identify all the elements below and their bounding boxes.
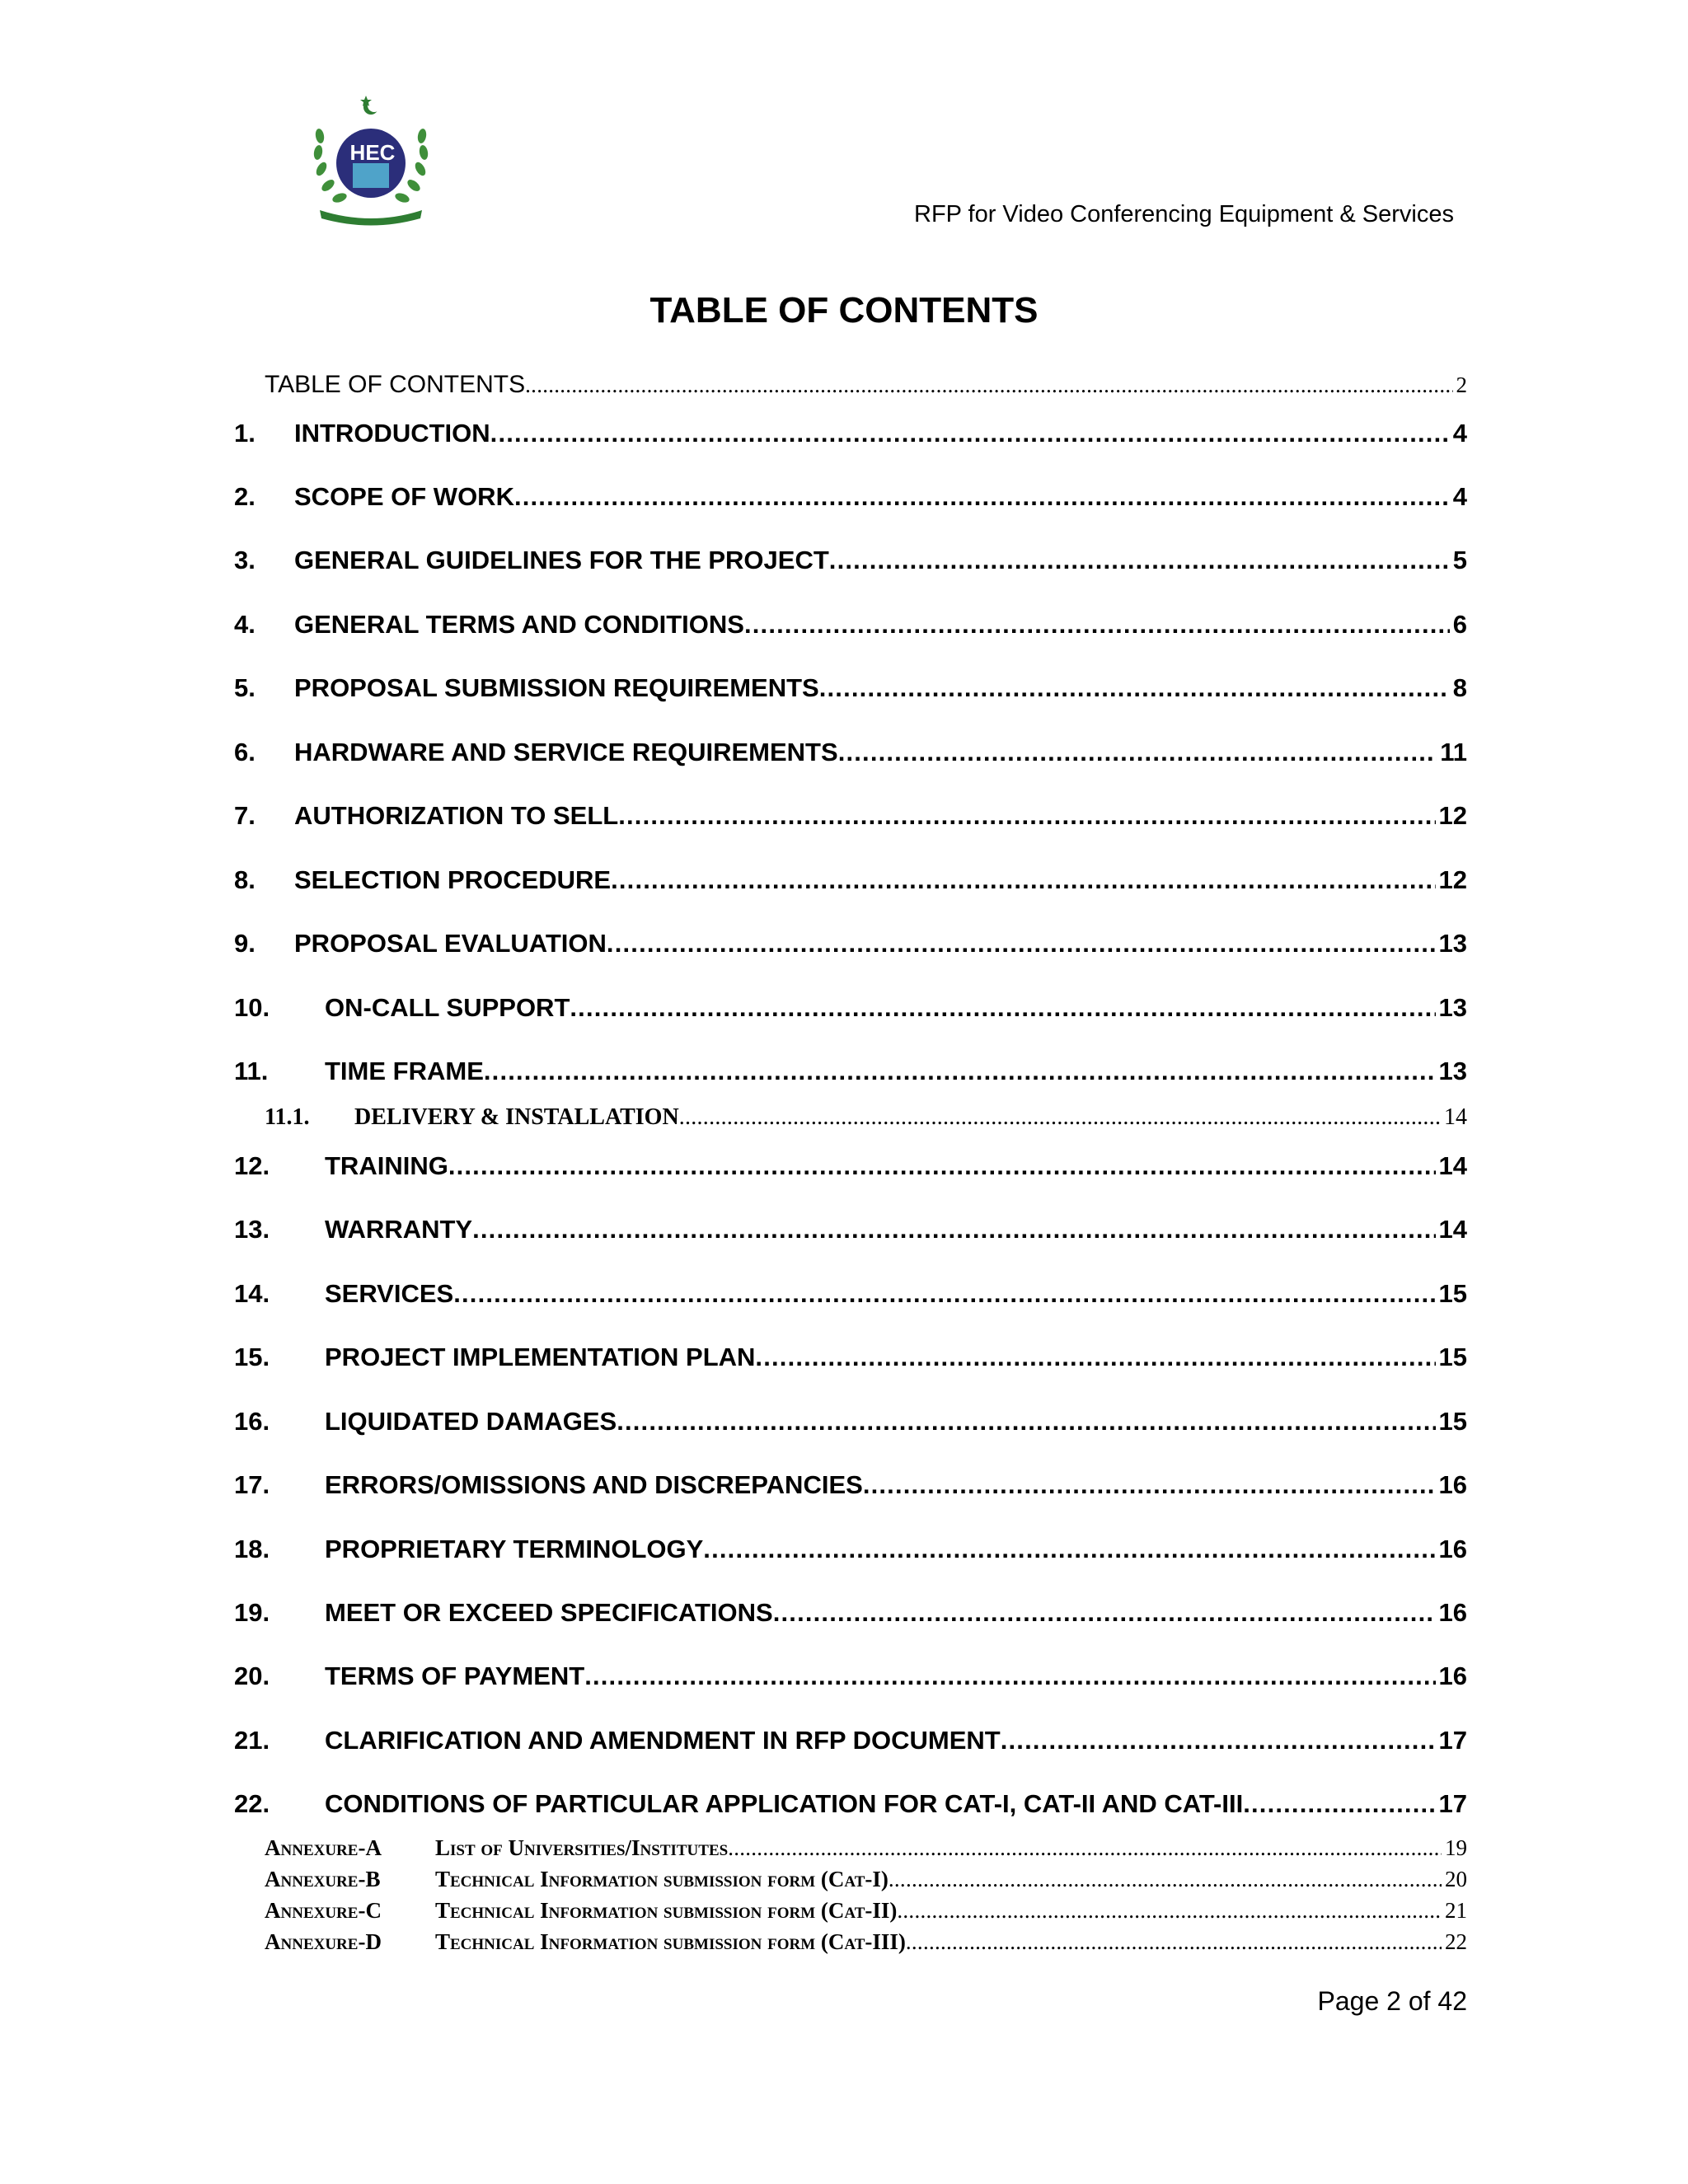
toc-entry-table-of-contents[interactable] bbox=[265, 371, 1467, 399]
toc-entry-14[interactable] bbox=[234, 1279, 1467, 1309]
toc-leader-dots bbox=[584, 1661, 1435, 1691]
annexure-page: 20 bbox=[1445, 1867, 1467, 1891]
toc-entry-9[interactable] bbox=[234, 929, 1467, 958]
toc-entry-17[interactable] bbox=[234, 1470, 1467, 1500]
toc-entry-label: CONDITIONS OF PARTICULAR APPLICATION FOR CAT-I, CAT-II AND CAT-III bbox=[325, 1789, 1244, 1818]
toc-entry-number: 3. bbox=[234, 546, 256, 574]
toc-entry-label: PROJECT IMPLEMENTATION PLAN bbox=[325, 1343, 756, 1371]
toc-entry-number: 9. bbox=[234, 929, 256, 958]
toc-entry-page: 17 bbox=[1438, 1789, 1467, 1818]
annexure-label: List of Universities/Institutes bbox=[435, 1835, 729, 1860]
toc-leader-dots bbox=[744, 610, 1450, 640]
toc-entry-number: 16. bbox=[234, 1407, 270, 1436]
toc-entry-number: 1. bbox=[234, 419, 256, 448]
toc-entry-page: 12 bbox=[1438, 865, 1467, 894]
toc-entry-label: ON-CALL SUPPORT bbox=[325, 993, 570, 1022]
toc-entry-number: 18. bbox=[234, 1535, 270, 1563]
toc-leader-dots bbox=[1243, 1789, 1435, 1819]
toc-entry-number: 6. bbox=[234, 738, 256, 766]
toc-leader-dots bbox=[453, 1279, 1435, 1309]
toc-entry-page: 4 bbox=[1452, 482, 1467, 511]
annexure-number: Annexure-B bbox=[265, 1867, 381, 1891]
toc-entry-page: 16 bbox=[1438, 1470, 1467, 1499]
toc-entry-page: 5 bbox=[1452, 546, 1467, 574]
toc-leader-dots bbox=[863, 1470, 1436, 1500]
toc-entry-label: PROPOSAL SUBMISSION REQUIREMENTS bbox=[294, 673, 819, 702]
toc-entry-page: 16 bbox=[1438, 1535, 1467, 1563]
toc-entry-label: TERMS OF PAYMENT bbox=[325, 1661, 585, 1690]
toc-leader-dots bbox=[607, 929, 1436, 958]
annexure-number: Annexure-A bbox=[265, 1835, 382, 1860]
toc-leader-dots bbox=[755, 1343, 1435, 1372]
toc-entry-label: ERRORS/OMISSIONS AND DISCREPANCIES bbox=[325, 1470, 863, 1499]
toc-entry-label: SCOPE OF WORK bbox=[294, 482, 514, 511]
toc-entry-number: 22. bbox=[234, 1789, 270, 1818]
toc-annexure-d[interactable] bbox=[265, 1929, 1467, 1955]
toc-entry-page: 13 bbox=[1438, 929, 1467, 958]
toc-entry-1[interactable] bbox=[234, 419, 1467, 448]
toc-leader-dots bbox=[728, 1835, 1442, 1861]
toc-entry-number: 4. bbox=[234, 610, 256, 639]
toc-leader-dots bbox=[611, 865, 1435, 895]
toc-entry-label: CLARIFICATION AND AMENDMENT IN RFP DOCUMENT bbox=[325, 1726, 1001, 1755]
toc-leader-dots bbox=[472, 1215, 1435, 1244]
toc-entry-2[interactable] bbox=[234, 482, 1467, 512]
toc-leader-dots bbox=[490, 419, 1450, 448]
toc-annexure-b[interactable] bbox=[265, 1867, 1467, 1892]
toc-leader-dots bbox=[838, 738, 1437, 767]
toc-entry-label: HARDWARE AND SERVICE REQUIREMENTS bbox=[294, 738, 838, 766]
annexure-page: 21 bbox=[1445, 1898, 1467, 1923]
document-header-title: RFP for Video Conferencing Equipment & Services bbox=[914, 201, 1454, 227]
toc-entry-number: 15. bbox=[234, 1343, 270, 1371]
toc-leader-dots bbox=[448, 1151, 1436, 1181]
toc-entry-number: 5. bbox=[234, 673, 256, 702]
toc-entry-number: 13. bbox=[234, 1215, 270, 1244]
toc-entry-label: GENERAL TERMS AND CONDITIONS bbox=[294, 610, 744, 639]
toc-entry-15[interactable] bbox=[234, 1343, 1467, 1372]
toc-entry-number: 11. bbox=[234, 1057, 269, 1085]
page-number: Page 2 of 42 bbox=[1317, 1986, 1467, 2016]
toc-entry-label: LIQUIDATED DAMAGES bbox=[325, 1407, 617, 1436]
hec-logo bbox=[305, 91, 437, 231]
annexure-page: 19 bbox=[1445, 1835, 1467, 1860]
toc-entry-4[interactable] bbox=[234, 610, 1467, 640]
toc-leader-dots bbox=[525, 373, 1452, 398]
toc-entry-label: WARRANTY bbox=[325, 1215, 473, 1244]
toc-entry-5[interactable] bbox=[234, 673, 1467, 703]
toc-entry-6[interactable] bbox=[234, 738, 1467, 767]
toc-entry-22[interactable] bbox=[234, 1789, 1467, 1819]
toc-leader-dots bbox=[703, 1535, 1435, 1564]
toc-entry-number: 7. bbox=[234, 801, 256, 830]
toc-entry-page: 11 bbox=[1440, 738, 1467, 766]
toc-entry-11-1[interactable] bbox=[265, 1104, 1467, 1131]
svg-text:HEC: HEC bbox=[349, 140, 396, 165]
toc-entry-label: DELIVERY & INSTALLATION bbox=[354, 1104, 679, 1130]
toc-leader-dots bbox=[829, 546, 1450, 575]
toc-leader-dots bbox=[889, 1867, 1442, 1892]
toc-entry-page: 2 bbox=[1456, 373, 1467, 397]
toc-entry-page: 14 bbox=[1444, 1104, 1467, 1130]
toc-entry-label: PROPOSAL EVALUATION bbox=[294, 929, 607, 958]
toc-entry-page: 6 bbox=[1452, 610, 1467, 639]
toc-entry-number: 20. bbox=[234, 1661, 270, 1690]
toc-entry-page: 13 bbox=[1438, 993, 1467, 1022]
toc-entry-page: 13 bbox=[1438, 1057, 1467, 1085]
toc-entry-label: PROPRIETARY TERMINOLOGY bbox=[325, 1535, 704, 1563]
toc-entry-12[interactable] bbox=[234, 1151, 1467, 1181]
toc-leader-dots bbox=[1001, 1726, 1436, 1755]
toc-entry-number: 19. bbox=[234, 1598, 270, 1627]
toc-leader-dots bbox=[679, 1104, 1441, 1131]
annexure-label: Technical Information submission form (Cat-I) bbox=[435, 1867, 889, 1891]
toc-entry-8[interactable] bbox=[234, 865, 1467, 895]
toc-entry-page: 8 bbox=[1452, 673, 1467, 702]
toc-entry-page: 12 bbox=[1438, 801, 1467, 830]
toc-leader-dots bbox=[897, 1898, 1442, 1924]
toc-entry-10[interactable] bbox=[234, 993, 1467, 1023]
toc-leader-dots bbox=[906, 1929, 1442, 1955]
toc-entry-label: TRAINING bbox=[325, 1151, 448, 1180]
toc-entry-7[interactable] bbox=[234, 801, 1467, 831]
toc-leader-dots bbox=[773, 1598, 1436, 1628]
annexure-label: Technical Information submission form (Cat-II) bbox=[435, 1898, 898, 1923]
toc-entry-3[interactable] bbox=[234, 546, 1467, 575]
toc-entry-page: 14 bbox=[1438, 1215, 1467, 1244]
toc-entry-20[interactable] bbox=[234, 1661, 1467, 1691]
toc-leader-dots bbox=[570, 993, 1435, 1023]
toc-leader-dots bbox=[819, 673, 1450, 703]
toc-entry-page: 15 bbox=[1438, 1279, 1467, 1308]
annexure-page: 22 bbox=[1445, 1929, 1467, 1954]
toc-entry-page: 4 bbox=[1452, 419, 1467, 448]
toc-entry-21[interactable] bbox=[234, 1726, 1467, 1755]
annexure-number: Annexure-C bbox=[265, 1898, 382, 1923]
toc-entry-page: 16 bbox=[1438, 1598, 1467, 1627]
toc-entry-number: 17. bbox=[234, 1470, 270, 1499]
toc-leader-dots bbox=[618, 801, 1435, 831]
page-title: TABLE OF CONTENTS bbox=[649, 290, 1039, 330]
toc-entry-number: 12. bbox=[234, 1151, 270, 1180]
toc-leader-dots bbox=[514, 482, 1450, 512]
toc-entry-label: MEET OR EXCEED SPECIFICATIONS bbox=[325, 1598, 773, 1627]
toc-entry-13[interactable] bbox=[234, 1215, 1467, 1244]
toc-entry-number: 10. bbox=[234, 993, 270, 1022]
toc-entry-page: 16 bbox=[1438, 1661, 1467, 1690]
toc-annexure-a[interactable] bbox=[265, 1835, 1467, 1861]
toc-entry-page: 15 bbox=[1438, 1343, 1467, 1371]
annexure-number: Annexure-D bbox=[265, 1929, 382, 1954]
toc-entry-number: 2. bbox=[234, 482, 256, 511]
toc-entry-number: 11.1. bbox=[265, 1104, 310, 1130]
toc-entry-label: TABLE OF CONTENTS bbox=[265, 371, 526, 398]
toc-leader-dots bbox=[484, 1057, 1436, 1086]
toc-entry-label: SELECTION PROCEDURE bbox=[294, 865, 612, 894]
toc-entry-number: 8. bbox=[234, 865, 256, 894]
toc-entry-page: 14 bbox=[1438, 1151, 1467, 1180]
toc-entry-label: TIME FRAME bbox=[325, 1057, 484, 1085]
toc-entry-label: SERVICES bbox=[325, 1279, 454, 1308]
toc-entry-label: AUTHORIZATION TO SELL bbox=[294, 801, 619, 830]
toc-entry-number: 14. bbox=[234, 1279, 270, 1308]
toc-entry-19[interactable] bbox=[234, 1598, 1467, 1628]
toc-entry-18[interactable] bbox=[234, 1535, 1467, 1564]
toc-annexure-c[interactable] bbox=[265, 1898, 1467, 1924]
toc-entry-16[interactable] bbox=[234, 1407, 1467, 1436]
annexure-label: Technical Information submission form (Cat-III) bbox=[435, 1929, 906, 1954]
toc-entry-number: 21. bbox=[234, 1726, 270, 1755]
toc-entry-page: 17 bbox=[1438, 1726, 1467, 1755]
toc-entry-page: 15 bbox=[1438, 1407, 1467, 1436]
toc-leader-dots bbox=[617, 1407, 1435, 1436]
toc-entry-11[interactable] bbox=[234, 1057, 1467, 1086]
toc-entry-label: INTRODUCTION bbox=[294, 419, 490, 448]
toc-entry-label: GENERAL GUIDELINES FOR THE PROJECT bbox=[294, 546, 829, 574]
